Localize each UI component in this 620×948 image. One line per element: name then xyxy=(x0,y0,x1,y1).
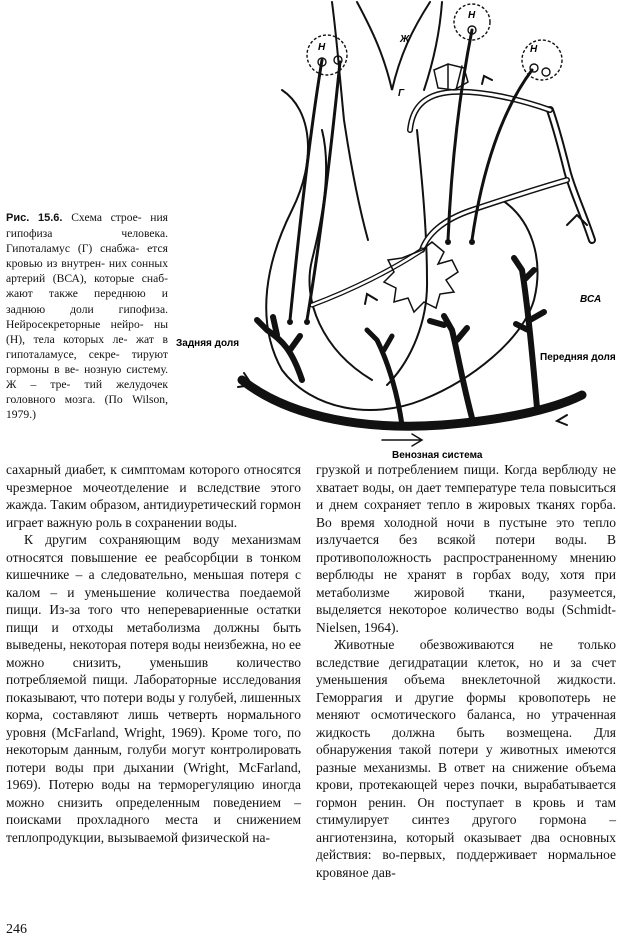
caption-line: тий желудочек головного xyxy=(6,378,168,407)
label-n2: Н xyxy=(468,10,476,21)
caption-line: ния гипофиза человека. xyxy=(6,211,168,241)
anterior-vein-tree-1 xyxy=(430,316,472,418)
label-bca: ВСА xyxy=(580,294,602,305)
caption-line: жат в гипоталамусе, секре- xyxy=(6,332,169,361)
axon-end-3 xyxy=(445,239,451,245)
label-venous-system: Венозная система xyxy=(392,450,483,460)
paragraph: К другим сохраняющим воду механизмам относятся повышение ее реабсорбции в тонком кишечнике – а следовательно, меньшая потеря с калом – и уменьшение количества поедаемой пищи. Из-за того что неперевариенные остатки пищи и отходы метаболизма должны быть выведены, некоторая потеря воды неизбежна, но ее можно снизить, уменьшив количество потребляемой пищи. Лабораторные исследования показывают, что потери воды у голубей, лишенных корма, составляют лишь четверть нормального уровня (McFarland, Wright, 1969). Кроме того, по некоторым данным, голуби могут контролировать потери воды при дыхании (Wright, McFarland, 1969). Потерю воды на терморегуляцию иногда можно снизить определенным поведением – поисками прохладного места и снижением теплопродукции, вызываемой физической на- xyxy=(6,532,301,845)
neuron-axon-1 xyxy=(290,60,322,320)
label-n1: Н xyxy=(318,42,326,53)
posterior-vein-tree xyxy=(257,317,302,380)
flow-arrow-2 xyxy=(557,415,567,425)
caption-line: жают также переднюю и xyxy=(6,287,168,301)
posterior-lobe-outline xyxy=(310,130,373,380)
label-posterior-lobe: Задняя доля xyxy=(176,338,240,349)
label-n3: Н xyxy=(530,44,538,55)
label-zh: Ж xyxy=(400,34,410,45)
axon-end-4 xyxy=(469,239,475,245)
axon-end-1 xyxy=(287,319,293,325)
flow-arrow-4 xyxy=(382,434,422,446)
neuron-axon-2 xyxy=(307,62,340,320)
third-ventricle-outline xyxy=(357,2,430,90)
paragraph: грузкой и потреблением пищи. Когда верблюду не хватает воды, он дает температуре тела повыситься и днем сохраняет тепло в жировых тканях горба. Во время холодной ночи в пустыне это тепло излучается без всякой потери воды. В противоположность распространенному мнению верблюды не хранят в горбах воду, хотя при метаболизме жировой ткани, разумеется, выделяется некоторое количество воды (Schmidt-Nielsen, 1964). xyxy=(316,462,616,635)
axon-end-2 xyxy=(304,319,310,325)
caption-line: (ВСА), которые снаб- xyxy=(52,272,168,286)
neuron-cell-1 xyxy=(307,35,347,75)
artery-branch-2-inner xyxy=(410,92,550,130)
paragraph: сахарный диабет, к симптомам которого относятся чрезмерное мочеотделение и вследствие этого жажда. Таким образом, антидиуретический гормон играет важную роль в сохранении воды. xyxy=(6,462,301,530)
neuron-nucleus-3a xyxy=(530,64,538,72)
caption-line: них сонных артерий xyxy=(6,257,168,286)
caption-line: мозга. (По Wilson, 1979.) xyxy=(6,393,168,422)
caption-line: заднюю доли гипофиза. xyxy=(6,302,168,316)
flow-arrow-6 xyxy=(365,294,377,304)
anterior-vein-tree-2 xyxy=(514,258,544,408)
paragraph: Животные обезвоживаются не только вследствие дегидратации клеток, но и за счет уменьшения объема внеклеточной жидкости. Геморрагия и другие формы кровопотерь не меняют осмотического баланса, но утраченная жидкость должна быть возмещена. Для обнаружения такой потери у животных имеются разные механизмы. В ответ на снижение объема крови, протекающей через почки, вырабатывается гормон ренин. Он поступает в кровь и там стимулирует синтез другого гормона – ангиотензина, который оказывает два основных действия: во-первых, поддерживает нормальное кровяное дав- xyxy=(316,637,616,880)
neuron-nucleus-3b xyxy=(542,68,550,76)
flow-arrow-5 xyxy=(482,76,492,84)
page-number: 246 xyxy=(6,922,27,937)
label-g: Г xyxy=(398,88,405,99)
label-anterior-lobe: Передняя доля xyxy=(540,352,616,363)
pituitary-diagram xyxy=(172,0,620,460)
hypothalamus-outline-left xyxy=(332,2,368,240)
left-text-column xyxy=(6,461,301,846)
caption-line: нозную систему. Ж – тре- xyxy=(6,362,168,392)
pituitary-figure xyxy=(172,0,620,460)
caption-line: Нейросекреторные нейро- xyxy=(6,317,154,331)
right-text-column xyxy=(316,461,616,881)
caption-line: тируют гормоны в ве- xyxy=(6,347,168,376)
caption-lead: Рис. 15.6. xyxy=(6,212,72,224)
caption-line: ны (Н), тела которых ле- xyxy=(6,317,168,346)
caption-line: Схема строе- xyxy=(71,211,151,224)
hypothalamus-outline-right xyxy=(424,2,442,90)
artery-branch-1-inner xyxy=(422,180,567,250)
caption-line: ется кровью из внутрен- xyxy=(6,242,168,271)
figure-caption xyxy=(6,210,168,422)
caption-line: Гипоталамус (Г) снабжа- xyxy=(6,242,148,256)
artery-branch-1 xyxy=(422,180,567,250)
